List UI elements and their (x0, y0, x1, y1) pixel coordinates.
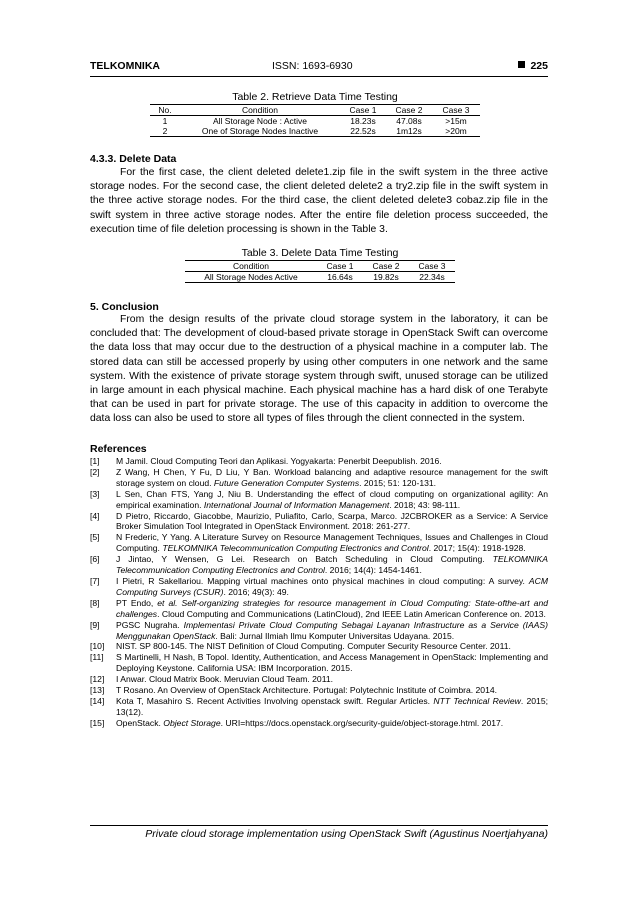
reference-text-post: . URI=https://docs.openstack.org/security-guide/object-storage.html. 2017. (220, 717, 504, 728)
reference-text-pre: T Rosano. An Overview of OpenStack Architecture. Portugal: Polytechnic Institute of Coimbra. 2014. (116, 685, 498, 696)
table2-header-cell: Case 1 (349, 105, 377, 115)
table-cell: One of Storage Nodes Inactive (201, 126, 319, 136)
reference-text-post: . 2018; 43: 98-111. (389, 499, 461, 510)
reference-item (90, 598, 548, 620)
section-heading-conclusion: 5. Conclusion (90, 301, 159, 313)
reference-item (90, 554, 548, 576)
reference-item (90, 620, 548, 642)
table-cell: >20m (445, 126, 467, 136)
table-cell: 1m12s (396, 126, 422, 136)
reference-text-pre: S Martinelli, H Nash, B Topol. Identity, Authentication, and Access Management in OpenStack: Implementing and Deploying Keystone. California USA: IBM Incorporation. 2015. (116, 652, 548, 674)
reference-text-post: . Bali: Jurnal Ilmiah Ilmu Komputer Universitas Udayana. 2015. (215, 630, 455, 641)
reference-item (90, 685, 548, 696)
reference-item (90, 674, 548, 685)
table-cell: >15m (445, 116, 467, 126)
reference-number: [5] (90, 532, 100, 543)
reference-item (90, 467, 548, 489)
references-heading: References (90, 443, 147, 455)
reference-text-pre: N Frederic, Y Yang. A Literature Survey on Resource Management Techniques, Issues and Challenges in Cloud Computing. (116, 532, 548, 554)
reference-number: [12] (90, 674, 105, 685)
reference-text-pre: Z Wang, H Chen, Y Fu, D Liu, Y Ban. Workload balancing and adaptive resource management for the swift storage system on cloud. (116, 466, 548, 488)
reference-number: [11] (90, 652, 104, 663)
reference-text-pre: M Jamil. Cloud Computing Teori dan Aplikasi. Yogyakarta: Penerbit Deepublish. 2016. (116, 456, 442, 466)
issn: ISSN: 1693-6930 (272, 60, 353, 72)
reference-text-ital: Object Storage (163, 717, 221, 728)
table-row (185, 272, 455, 283)
table-cell: 18.23s (350, 116, 376, 126)
reference-item (90, 576, 548, 598)
reference-text-ital: et al. Self-organizing strategies for resource management in Cloud Computing: State-ofthe-art and challenges (116, 597, 549, 619)
conclusion-paragraph (90, 313, 548, 427)
reference-text-pre: L Sen, Chan FTS, Yang J, Niu B. Understanding the effect of cloud computing on organizational agility: An empirical examination. (116, 488, 548, 510)
reference-text-ital: TELKOMNIKA Telecommunication Computing Electronics and Control (116, 554, 548, 576)
reference-text-pre: OpenStack. (116, 717, 164, 728)
footer-rule (90, 825, 548, 826)
reference-text-pre: Kota T, Masahiro S. Recent Activities Involving openstack swift. Regular Articles. (116, 695, 434, 706)
reference-item (90, 532, 548, 554)
table2-header-cell: No. (158, 105, 172, 115)
reference-item (90, 718, 548, 729)
page-number: 225 (530, 60, 548, 72)
table2-header-cell: Case 3 (442, 105, 470, 115)
table3 (185, 260, 455, 283)
reference-number: [8] (90, 597, 100, 608)
table3-caption: Table 3. Delete Data Time Testing (241, 247, 399, 259)
reference-number: [1] (90, 456, 100, 466)
reference-item (90, 489, 548, 511)
reference-number: [10] (90, 641, 105, 652)
reference-text-ital: ACM Computing Surveys (CSUR) (116, 575, 548, 597)
reference-text-pre: PGSC Nugraha. (116, 619, 184, 630)
delete-data-text: For the first case, the client deleted delete1.zip file in the swift system in the three active storage nodes. For the second case, the client deleted delete2 a try2.zip file in the swift system in the three active storage nodes. For the third case, the client deleted delete3 cobaz.zip file in the swift system in three active storage nodes. After the entire file deletion process succeeded, the execution time of file deletion processing is shown in the Table 3. (90, 167, 548, 235)
table-cell: 22.34s (419, 272, 445, 282)
table-cell: 19.82s (373, 272, 399, 282)
reference-text-post: . 2015; 13(12). (116, 695, 548, 717)
reference-text-pre: NIST. SP 800-145. The NIST Definition of Cloud Computing. Computer Security Resource Center. 2011. (116, 641, 511, 652)
table-cell: 22.52s (350, 126, 376, 136)
reference-item (90, 641, 548, 652)
reference-text-pre: J Jintao, Y Wensen, G Lei. Research on Batch Scheduling in Cloud Computing. (116, 554, 493, 565)
table2-header-cell: Case 2 (395, 105, 423, 115)
table-cell: 16.64s (327, 272, 353, 282)
table-row (150, 116, 480, 127)
table2-header-cell: Condition (242, 105, 278, 115)
table3-header-cell: Case 2 (372, 261, 400, 271)
page-footer: Private cloud storage implementation using OpenStack Swift (Agustinus Noertjahyana) (145, 828, 548, 840)
reference-item (90, 511, 548, 533)
reference-text-ital: International Journal of Information Management (203, 499, 390, 510)
table3-header-cell: Condition (233, 261, 269, 271)
table2 (150, 104, 480, 137)
reference-number: [3] (90, 488, 100, 499)
reference-text-post: . 2016; 49(3): 49. (223, 586, 289, 597)
reference-number: [7] (90, 575, 100, 586)
section-heading-delete-data: 4.3.3. Delete Data (90, 153, 177, 165)
reference-number: [13] (90, 685, 105, 696)
delete-data-paragraph (90, 166, 548, 237)
reference-text-post: . 2015; 51: 120-131. (359, 477, 437, 488)
reference-text-post: . Cloud Computing and Communications (LatinCloud), 2nd IEEE Latin American Conference on. 2013. (157, 608, 546, 619)
reference-number: [14] (90, 695, 105, 706)
reference-text-ital: Future Generation Computer Systems (213, 477, 360, 488)
reference-text-ital: TELKOMNIKA Telecommunication Computing Electronics and Control (162, 543, 429, 554)
reference-text-pre: D Pietro, Riccardo, Giacobbe, Maurizio, Puliafito, Carlo, Scarpa, Marco. J2CBROKER as a Service: A Service Broker Simulation Tool Integrated in OpenStack Environment. 2018: 261-277. (116, 510, 548, 532)
square-bullet-icon (518, 61, 525, 68)
journal-name: TELKOMNIKA (90, 60, 160, 72)
reference-text-pre: PT Endo, (116, 597, 158, 608)
reference-text-ital: Implementasi Private Cloud Computing Sebagai Layanan Infrastructure as a Service (IAAS) Menggunakan OpenStack (116, 619, 548, 641)
reference-number: [15] (90, 717, 105, 728)
reference-number: [2] (90, 466, 100, 477)
reference-item (90, 696, 548, 718)
reference-item (90, 652, 548, 674)
reference-number: [6] (90, 554, 100, 565)
reference-text-post: . 2017; 15(4): 1918-1928. (428, 543, 526, 554)
reference-list (90, 456, 548, 729)
table3-header-cell: Case 3 (418, 261, 446, 271)
table-cell: 1 (162, 116, 168, 126)
reference-item (90, 456, 548, 467)
page-header (90, 60, 548, 76)
table-row (150, 126, 480, 137)
reference-text-ital: NTT Technical Review (433, 695, 521, 706)
table3-header-cell: Case 1 (326, 261, 354, 271)
table2-caption: Table 2. Retrieve Data Time Testing (232, 91, 398, 103)
table-cell: 47.08s (396, 116, 422, 126)
reference-number: [9] (90, 619, 100, 630)
reference-number: [4] (90, 510, 100, 521)
reference-text-post: . 2016; 14(4): 1454-1461. (324, 565, 422, 576)
reference-text-pre: I Pietri, R Sakellariou. Mapping virtual machines onto physical machines in cloud computing: A survey. (116, 575, 529, 586)
header-rule (90, 76, 548, 77)
reference-text-pre: I Anwar. Cloud Matrix Book. Meruvian Cloud Team. 2011. (116, 674, 334, 685)
table-cell: All Storage Nodes Active (204, 272, 298, 282)
page-number-wrap (518, 60, 548, 72)
table-cell: All Storage Node : Active (212, 116, 308, 126)
table-cell: 2 (162, 126, 168, 136)
conclusion-text: From the design results of the private cloud storage system in the laboratory, it can be concluded that: The development of cloud-based private storage in OpenStack Swift can overcome the data loss that may occur due to the destruction of a physical machine in a computer lab. The stored data can still be accessed properly by using other computers in one network and the same system. With the existence of private storage system through swift, unused storage can be utilized in large amount in each physical machine. Each physical machine has a hard disk of one Terabyte that can be used in part for private storage. The use of this capacity in addition to overcome the data loss can also be used to store all types of files through the client connected in the system. (90, 314, 548, 425)
